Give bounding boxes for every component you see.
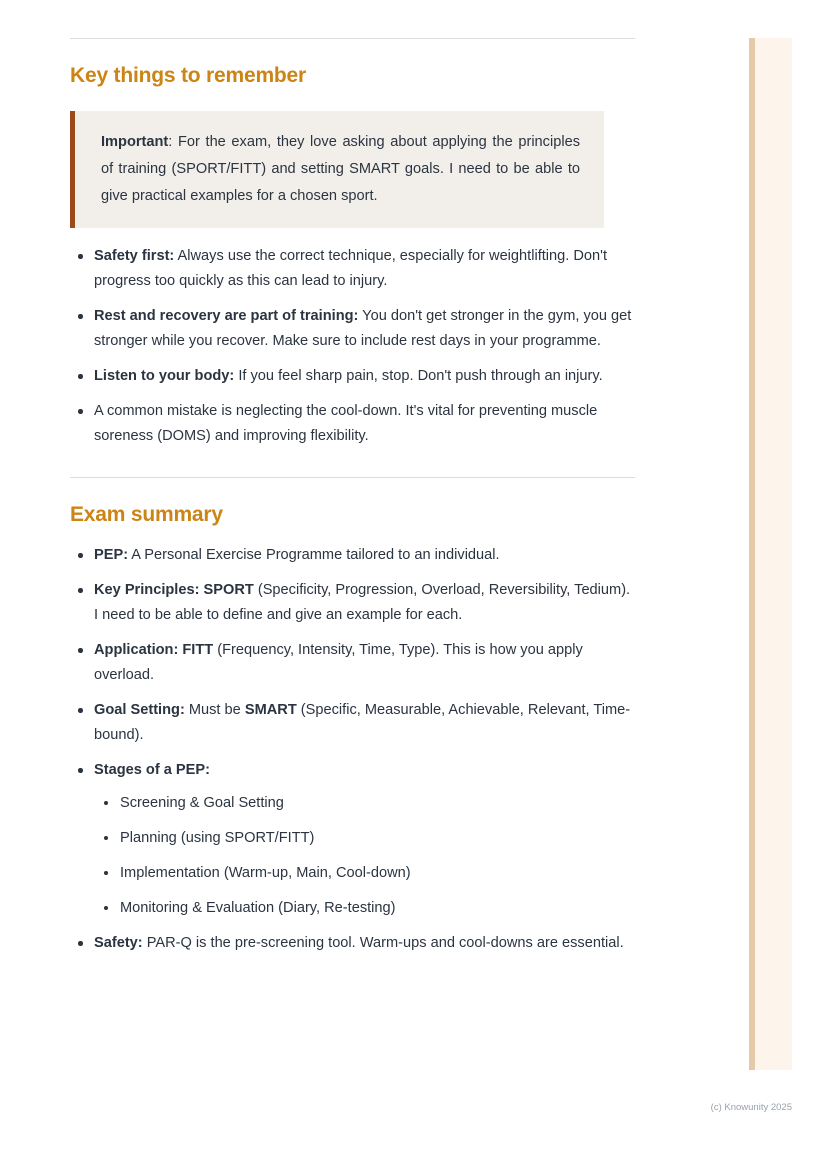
list-item [70,931,635,956]
list-item-text: Must be [184,702,245,718]
callout-label: Important [101,134,169,150]
copyright-text: (c) Knowunity 2025 [710,1102,792,1113]
list-item-lead: Listen to your body: [94,368,235,384]
list-item-lead: Application: FITT [94,642,214,658]
list-item: Screening & Goal Setting [94,791,635,816]
list-item-lead: Safety first: [94,248,175,264]
pep-stages-list [94,791,635,921]
list-item [70,244,635,294]
page-side-panel [755,38,792,1070]
list-item: Implementation (Warm-up, Main, Cool-down) [94,861,635,886]
list-item-tail: (Specific, Measurable, Achievable, Relevant, Time-bound). [94,702,631,743]
list-item-text: (Frequency, Intensity, Time, Type). This is how you apply overload. [94,642,583,683]
list-item-text: A common mistake is neglecting the cool-down. It's vital for preventing muscle soreness (DOMS) and improving flexibility. [94,403,598,444]
list-item-text: (Specificity, Progression, Overload, Reversibility, Tedium). I need to be able to define and give an example for each. [94,582,631,623]
list-item-lead: Key Principles: SPORT [94,582,254,598]
list-item [70,543,635,568]
list-item-text: A Personal Exercise Programme tailored to an individual. [128,547,500,563]
list-item: Monitoring & Evaluation (Diary, Re-testing) [94,896,635,921]
list-item-text: Always use the correct technique, especially for weightlifting. Don't progress too quickly as this can lead to injury. [94,248,608,289]
page-title-key-things: Key things to remember [70,64,306,87]
list-item-lead: Rest and recovery are part of training: [94,308,359,324]
list-item-text: You don't get stronger in the gym, you get stronger while you recover. Make sure to include rest days in your programme. [94,308,632,349]
list-item [70,758,635,921]
list-item-text: PAR-Q is the pre-screening tool. Warm-ups and cool-downs are essential. [142,935,624,951]
key-things-list [70,244,635,449]
list-item: Planning (using SPORT/FITT) [94,826,635,851]
list-item [70,698,635,748]
list-item-emphasis: SMART [244,702,297,718]
list-item-text: If you feel sharp pain, stop. Don't push through an injury. [234,368,603,384]
page-title-exam-summary: Exam summary [70,503,223,526]
footer [0,1102,792,1113]
list-item [70,638,635,688]
list-item-lead: Stages of a PEP: [94,762,210,778]
divider-top [70,38,635,39]
list-item-lead: Safety: [94,935,143,951]
list-item-lead: PEP: [94,547,129,563]
document-body [70,0,635,966]
list-item-lead: Goal Setting: [94,702,185,718]
list-item [70,578,635,628]
list-item [70,304,635,354]
callout-body: : For the exam, they love asking about applying the principles of training (SPORT/FITT) and setting SMART goals. I need to be able to give practical examples for a chosen sport. [101,134,580,204]
callout-text [101,129,580,210]
important-callout [70,111,604,228]
divider-middle [70,477,635,478]
list-item [70,399,635,449]
list-item [70,364,635,389]
exam-summary-list [70,543,635,956]
